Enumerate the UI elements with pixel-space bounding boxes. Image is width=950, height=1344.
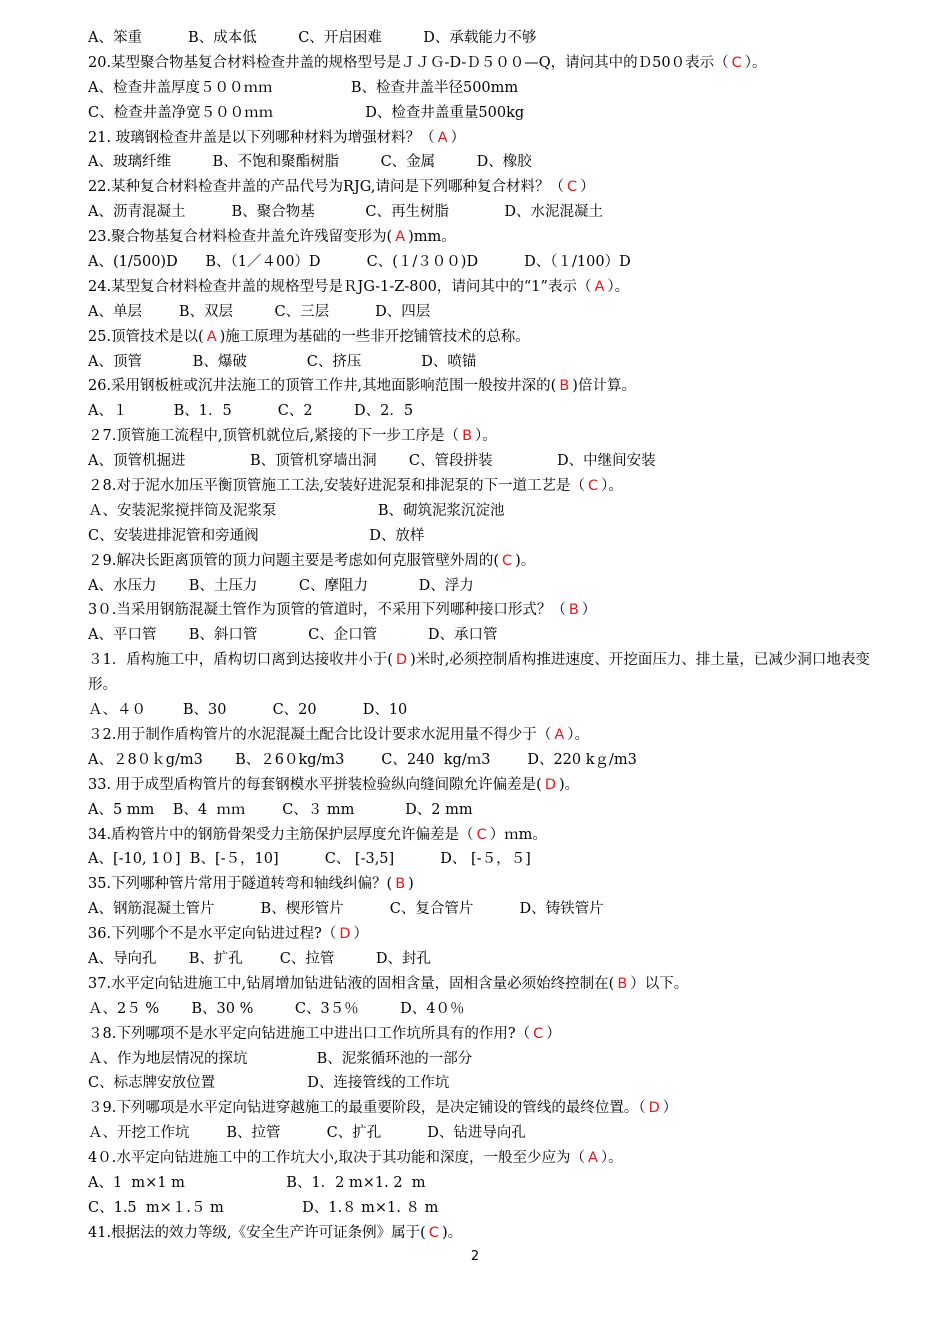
text-line bbox=[88, 748, 888, 773]
line-suffix: ） bbox=[450, 129, 466, 146]
answer-mark: C bbox=[587, 478, 599, 495]
text-line bbox=[88, 823, 888, 848]
text-line bbox=[88, 698, 888, 723]
text-line bbox=[88, 374, 888, 399]
answer-mark: B bbox=[462, 428, 473, 445]
line-text: A、顶管机掘进 B、顶管机穿墙出洞 C、管段拼装 D、中继间安装 bbox=[88, 453, 656, 470]
text-line bbox=[88, 798, 888, 823]
line-text: C、1.5 m×１.５ m D、1.８ m×1. ８ m bbox=[88, 1199, 439, 1216]
text-line bbox=[88, 101, 888, 126]
line-text: A、导向孔 B、扩孔 C、拉管 D、封孔 bbox=[88, 950, 431, 967]
answer-mark: C bbox=[476, 826, 487, 843]
line-text: 25.顶管技术是以( bbox=[88, 328, 204, 345]
line-text: A、玻璃纤维 B、不饱和聚酯树脂 C、金属 D、橡胶 bbox=[88, 154, 532, 171]
line-text: A、[-10, 1０] B、[-５，10] C、 [-3,5] D、 [-５，５] bbox=[88, 851, 531, 868]
line-text: A、检查井盖厚度５００ｍｍ B、检查井盖半径500mm bbox=[88, 79, 519, 96]
text-line bbox=[88, 449, 888, 474]
text-line bbox=[88, 1146, 888, 1171]
line-text: ３9.下列哪项是水平定向钻进穿越施工的最重要阶段，是决定铺设的管线的最终位置。（ bbox=[88, 1100, 646, 1117]
text-line bbox=[88, 1221, 888, 1246]
line-suffix: ）。 bbox=[600, 1150, 623, 1167]
text-line bbox=[88, 1096, 888, 1121]
answer-mark: B bbox=[617, 975, 628, 992]
line-suffix: ）。 bbox=[567, 726, 590, 743]
line-text: 20.某型聚合物基复合材料检查井盖的规格型号是ＪＪＧ-D-Ｄ５００—Q，请问其中的Ｄ50０表示（ bbox=[88, 54, 729, 71]
answer-mark: D bbox=[648, 1100, 660, 1117]
line-text: A、钢筋混凝土管片 B、楔形管片 C、复合管片 D、铸铁管片 bbox=[88, 901, 604, 918]
line-suffix: ）ｍm。 bbox=[489, 826, 547, 843]
line-text: 21. 玻璃钢检查井盖是以下列哪种材料为增强材料？（ bbox=[88, 129, 435, 146]
text-line bbox=[88, 200, 888, 225]
line-text: A、1 m×1 m B、1．2 m×1. 2 m bbox=[88, 1174, 426, 1191]
answer-mark: C bbox=[428, 1224, 439, 1241]
text-line bbox=[88, 947, 888, 972]
text-line bbox=[88, 648, 888, 698]
text-line bbox=[88, 524, 888, 549]
answer-mark: D bbox=[395, 652, 408, 669]
text-line bbox=[88, 175, 888, 200]
text-line bbox=[88, 399, 888, 424]
line-suffix: )倍计算。 bbox=[572, 378, 636, 395]
line-suffix: ）以下。 bbox=[630, 975, 689, 992]
text-line bbox=[88, 51, 888, 76]
text-line bbox=[88, 1071, 888, 1096]
line-text: Ａ、开挖工作坑 B、拉管 C、扩孔 D、钻进导向孔 bbox=[88, 1125, 526, 1142]
text-line bbox=[88, 300, 888, 325]
text-line bbox=[88, 325, 888, 350]
line-text: 26.采用钢板桩或沉井法施工的顶管工作井,其地面影响范围一般按井深的( bbox=[88, 378, 557, 395]
text-line bbox=[88, 1196, 888, 1221]
answer-mark: B bbox=[568, 602, 579, 619]
line-text: 23.聚合物基复合材料检查井盖允许残留变形为( bbox=[88, 229, 393, 246]
line-text: C、标志牌安放位置 D、连接管线的工作坑 bbox=[88, 1075, 450, 1092]
line-text: A、笨重 B、成本低 C、开启困难 D、承载能力不够 bbox=[88, 30, 537, 46]
line-text: Ａ、安装泥浆搅拌筒及泥浆泵 B、砌筑泥浆沉淀池 bbox=[88, 502, 505, 519]
text-line bbox=[88, 275, 888, 300]
answer-mark: B bbox=[559, 378, 570, 395]
answer-mark: A bbox=[437, 129, 448, 146]
line-text: ２8.对于泥水加压平衡顶管施工工法,安装好进泥泵和排泥泵的下一道工艺是（ bbox=[88, 478, 585, 495]
line-text: ２9.解决长距离顶管的顶力问题主要是考虑如何克服管壁外周的( bbox=[88, 552, 499, 569]
text-line bbox=[88, 997, 888, 1022]
line-suffix: )米时,必须控制盾构推进速度、开挖面压力、排土量，已减少洞口地表变形。 bbox=[88, 652, 870, 694]
line-suffix: ） bbox=[662, 1100, 678, 1117]
text-line bbox=[88, 76, 888, 101]
line-suffix: ） bbox=[580, 179, 595, 196]
text-line bbox=[88, 250, 888, 275]
question-list bbox=[88, 26, 888, 1246]
text-line bbox=[88, 897, 888, 922]
line-text: 22.某种复合材料检查井盖的产品代号为RJG,请问是下列哪种复合材料？（ bbox=[88, 179, 564, 196]
text-line bbox=[88, 598, 888, 623]
text-line bbox=[88, 424, 888, 449]
line-text: 34.盾构管片中的钢筋骨架受力主筋保护层厚度允许偏差是（ bbox=[88, 826, 474, 843]
line-text: ３8.下列哪项不是水平定向钻进施工中进出口工作坑所具有的作用?（ bbox=[88, 1025, 531, 1042]
answer-mark: D bbox=[339, 926, 351, 943]
line-text: ３1．盾构施工中，盾构切口离到达接收井小于( bbox=[88, 652, 393, 669]
text-line bbox=[88, 549, 888, 574]
line-text: A、平口管 B、斜口管 C、企口管 D、承口管 bbox=[88, 627, 498, 644]
line-text: A、２8０ｋg/m3 B、２6０kg/m3 C、240 kg/ｍ3 D、220 kｇ/m3 bbox=[88, 751, 637, 768]
line-suffix: )。 bbox=[441, 1224, 463, 1241]
answer-mark: A bbox=[395, 229, 406, 246]
line-text: A、水压力 B、土压力 C、摩阻力 D、浮力 bbox=[88, 577, 474, 594]
text-line bbox=[88, 225, 888, 250]
line-suffix: )。 bbox=[559, 776, 580, 793]
line-text: A、单层 B、双层 C、三层 D、四层 bbox=[88, 303, 431, 320]
answer-mark: C bbox=[533, 1025, 544, 1042]
answer-mark: A bbox=[594, 278, 605, 295]
line-text: A、顶管 B、爆破 C、挤压 D、喷锚 bbox=[88, 353, 477, 370]
answer-mark: A bbox=[206, 328, 217, 345]
line-suffix: ）。 bbox=[607, 278, 630, 295]
text-line bbox=[88, 350, 888, 375]
text-line bbox=[88, 126, 888, 151]
answer-mark: D bbox=[544, 776, 556, 793]
text-line bbox=[88, 922, 888, 947]
line-text: A、１ B、1．5 C、2 D、2．5 bbox=[88, 403, 414, 420]
text-line bbox=[88, 623, 888, 648]
line-text: 24.某型复合材料检查井盖的规格型号是ＲJG-1-Z-800，请问其中的“1”表示（ bbox=[88, 278, 592, 295]
line-suffix: ） bbox=[546, 1025, 561, 1042]
line-text: Ａ、作为地层情况的探坑 B、泥浆循环池的一部分 bbox=[88, 1050, 473, 1067]
line-text: ３2.用于制作盾构管片的水泥混凝土配合比设计要求水泥用量不得少于（ bbox=[88, 726, 552, 743]
line-text: 3０.当采用钢筋混凝土管作为顶管的管道时，不采用下列哪种接口形式？（ bbox=[88, 602, 566, 619]
answer-mark: C bbox=[731, 54, 742, 71]
line-suffix: ）。 bbox=[601, 478, 623, 495]
text-line bbox=[88, 773, 888, 798]
line-text: A、(1/500)D B、（1／４00）D C、(１/３００)D D、（１/100）D bbox=[88, 254, 631, 271]
text-line bbox=[88, 150, 888, 175]
line-suffix: ）。 bbox=[744, 54, 767, 71]
line-suffix: ） bbox=[581, 602, 597, 619]
text-line bbox=[88, 1047, 888, 1072]
text-line bbox=[88, 26, 888, 51]
text-line bbox=[88, 723, 888, 748]
answer-mark: A bbox=[587, 1150, 598, 1167]
line-text: Ａ、2５ % B、30 % C、3５％ D、4０％ bbox=[88, 1000, 465, 1017]
line-text: ２7.顶管施工流程中,顶管机就位后,紧接的下一步工序是（ bbox=[88, 428, 460, 445]
text-line bbox=[88, 872, 888, 897]
line-text: 36.下列哪个不是水平定向钻进过程?（ bbox=[88, 926, 337, 943]
line-text: A、5 mm B、4 ｍｍ C、３ mm D、2 mm bbox=[88, 801, 473, 818]
answer-mark: C bbox=[502, 552, 513, 569]
answer-mark: B bbox=[395, 876, 406, 893]
line-text: C、安装进排泥管和旁通阀 D、放样 bbox=[88, 527, 425, 544]
line-suffix: )施工原理为基础的一些非开挖铺管技术的总称。 bbox=[219, 328, 530, 345]
line-text: Ａ、４０ B、30 C、20 D、10 bbox=[88, 702, 408, 719]
text-line bbox=[88, 1121, 888, 1146]
line-suffix: ）。 bbox=[475, 428, 497, 445]
line-suffix: )。 bbox=[515, 552, 536, 569]
text-line bbox=[88, 972, 888, 997]
text-line bbox=[88, 1022, 888, 1047]
line-text: 37.水平定向钻进施工中,钻屑增加钻进钻液的固相含量，固相含量必须始终控制在( bbox=[88, 975, 615, 992]
line-suffix: )mm。 bbox=[408, 229, 456, 246]
page-number: 2 bbox=[470, 1249, 480, 1264]
line-suffix: ) bbox=[408, 876, 414, 893]
text-line bbox=[88, 847, 888, 872]
line-text: 35.下列哪种管片常用于隧道转弯和轴线纠偏？( bbox=[88, 876, 393, 893]
answer-mark: A bbox=[554, 726, 565, 743]
text-line bbox=[88, 574, 888, 599]
text-line bbox=[88, 499, 888, 524]
line-text: 33. 用于成型盾构管片的每套钢模水平拼装检验纵向缝间隙允许偏差是( bbox=[88, 776, 542, 793]
text-line bbox=[88, 1171, 888, 1196]
line-text: 41.根据法的效力等级,《安全生产许可证条例》属于( bbox=[88, 1224, 426, 1241]
answer-mark: C bbox=[566, 179, 578, 196]
line-suffix: ） bbox=[353, 926, 369, 943]
line-text: C、检查井盖净宽５００ｍｍ D、检查井盖重量500kg bbox=[88, 104, 525, 121]
text-line bbox=[88, 474, 888, 499]
line-text: 4０.水平定向钻进施工中的工作坑大小,取决于其功能和深度，一般至少应为（ bbox=[88, 1150, 585, 1167]
line-text: A、沥青混凝土 B、聚合物基 C、再生树脂 D、水泥混凝土 bbox=[88, 204, 603, 221]
